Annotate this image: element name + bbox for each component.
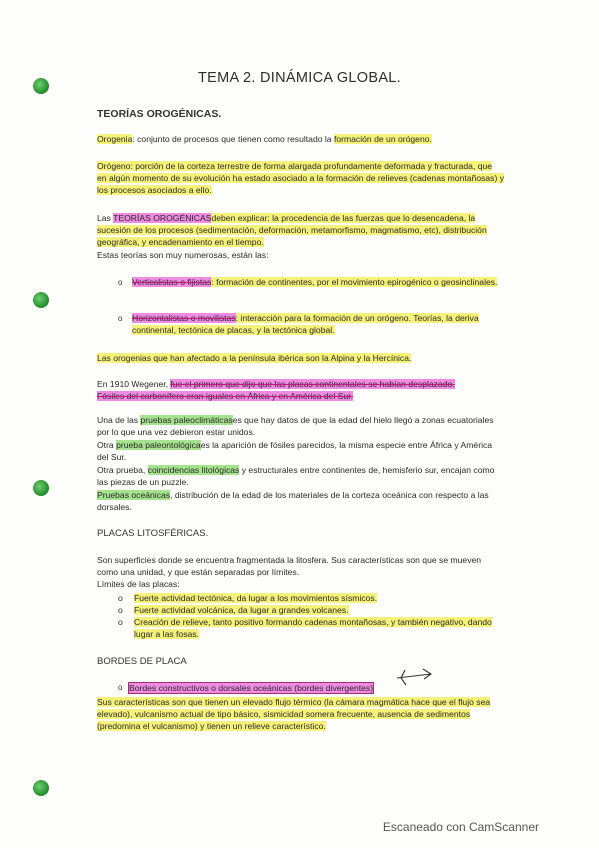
section-heading-placas: PLACAS LITOSFÉRICAS. [97,528,209,539]
handwritten-arrow-icon [395,666,435,688]
paragraph-wegener: En 1910 Wegener, fue el primero que dijo que las placas continentales se habían desplazado. Fósiles del carbonífero eran iguales en África y en América del Sur. [97,379,455,402]
term-prueba-paleontologica: prueba paleontológica [116,440,201,450]
paragraph-placas: Son superficies donde se encuentra fragmentada la litosfera. Sus características son que se mueven como una unidad, y que están separadas por límites. Límites de las placas: [97,555,482,590]
paragraph-prueba-litologica: Otra prueba, coincidencias litológicas y estructurales entre continentes de, hemisferio sur, encajan como las piezas de un puzzle. [97,465,495,488]
section-heading-teorias: TEORÍAS OROGÉNICAS. [97,108,222,120]
term-verticalistas: Verticalistas o fijistas [132,277,212,287]
paragraph-prueba-paleoclimatica: Una de las pruebas paleoclimáticases que hay datos de que la edad del hielo llegó a zonas ecuatoriales por lo que una vez debieron estar unidos. [97,415,494,438]
paragraph-bordes: Sus características son que tienen un elevado flujo térmico (la cámara magmática hace que el flujo sea elevado), vulcanismo actual de tipo básico, sismicidad somera frecuente, ausencia de sedimentos (predomina el vulcanismo) y tienen un relieve característico. [97,697,491,732]
limites-list [118,592,498,640]
bullet-verticalistas: Verticalistas o fijistas: formación de continentes, por el movimiento epirogénico o geosinclinales. [132,277,498,287]
term-pruebas-paleoclimaticas: pruebas paleoclimáticas [140,415,233,425]
paragraph-orogenias: Las orogenias que han afectado a la península ibérica son la Alpina y la Hercínica. [97,353,412,363]
paragraph-orogenia: Orogenia: conjunto de procesos que tienen como resultado la formación de un orógeno. [97,134,432,144]
bullet-circle-icon: o [118,314,123,323]
paragraph-teorias: Las TEORÍAS OROGÉNICASdeben explicar: la procedencia de las fuerzas que lo desencadena, la sucesión de los procesos (sedimentación, deformación, metamorfismo, magmatismo, etc), distribución geográfica, y encadenamiento en el tiempo. Estas teorías son muy numerosas, están las: [97,213,487,260]
paragraph-prueba-paleontologica: Otra prueba paleontológicaes la aparición de fósiles parecidos, la misma especie entre África y América del Sur. [97,440,493,463]
list-item: o Creación de relieve, tanto positivo formando cadenas montañosas, y también negativo, dando lugar a las fosas. [118,617,492,639]
scanner-watermark: Escaneado con CamScanner [382,820,539,834]
term-horizontalistas: Horizontalistas o movilistas [132,313,236,323]
paragraph-pruebas-oceanicas: Pruebas oceánicas, distribución de la edad de los materiales de la corteza oceánica con respecto a las dorsales. [97,490,489,513]
bullet-circle-icon: o [118,278,123,287]
term-bordes-constructivos: Bordes constructivos o dorsales oceánicas (bordes divergentes) [129,683,374,693]
term-orogeno: Orógeno [97,161,131,171]
bullet-circle-icon: o [118,683,123,692]
term-coincidencias-litologicas: coincidencias litológicas [147,465,240,475]
section-heading-bordes: BORDES DE PLACA [97,656,187,667]
term-pruebas-oceanicas: Pruebas oceánicas [97,490,171,500]
bullet-bordes-constructivos [128,682,500,694]
term-teorias: TEORÍAS OROGÉNICAS [113,213,212,223]
bullet-horizontalistas: Horizontalistas o movilistas: interacción para la formación de un orógeno. Teorías, la deriva continental, tectónica de placas, y la tectónica global. [132,313,479,336]
binder-hole-icon [33,780,49,796]
binder-hole-icon [33,292,49,308]
list-item: o Fuerte actividad volcánica, da lugar a grandes volcanes. [118,605,349,615]
page-title: TEMA 2. DINÁMICA GLOBAL. [197,70,401,86]
term-orogenia: Orogenia [97,134,133,144]
list-item: o Fuerte actividad tectónica, da lugar a los movimientos sísmicos. [118,593,378,603]
paragraph-orogeno: Orógeno: porción de la corteza terrestre de forma alargada profundamente deformada y fracturada, que en algún momento de su evolución ha estado asociado a la formación de relieves (cadenas montañosas) y los procesos asociados a ello. [97,161,505,196]
binder-hole-icon [33,480,49,496]
